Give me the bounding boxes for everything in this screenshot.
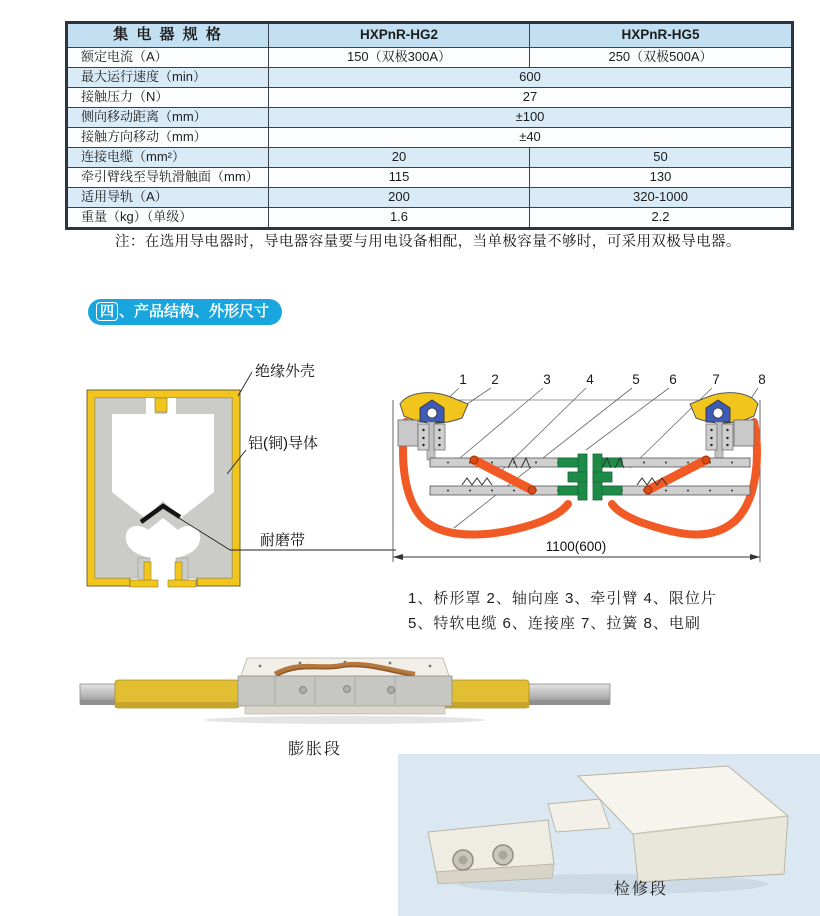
row-label: 牵引臂线至导轨滑触面（mm）	[67, 168, 269, 188]
side-tab-left	[398, 420, 418, 446]
row-label: 重量（kg）（单级）	[67, 208, 269, 229]
table-row	[67, 188, 793, 208]
dim-arrow-right	[750, 554, 760, 560]
table-row	[67, 68, 793, 88]
svg-text:4: 4	[586, 372, 594, 387]
selection-note: 注：在选用导电器时，导电器容量要与用电设备相配，当单极容量不够时，可采用双极导电器。	[115, 234, 741, 250]
expansion-caption: 膨胀段	[287, 741, 342, 758]
label-shell: 绝缘外壳	[255, 363, 316, 380]
connector-seat	[558, 454, 622, 500]
svg-text:8: 8	[758, 372, 766, 387]
dim-arrow-left	[393, 554, 403, 560]
sleeve-shade	[115, 702, 239, 708]
svg-text:7: 7	[712, 372, 720, 387]
row-value-hg2: 200	[269, 188, 530, 208]
table-row	[67, 88, 793, 108]
row-label: 连接电缆（mm²）	[67, 148, 269, 168]
section-header	[88, 299, 282, 325]
table-row	[67, 108, 793, 128]
spec-table-header-row	[67, 23, 793, 48]
row-value-hg5: 2.2	[530, 208, 793, 229]
row-value-hg5: 250（双极500A）	[530, 48, 793, 68]
svg-text:6: 6	[669, 372, 677, 387]
callout-numbers	[459, 372, 766, 387]
section-number: 四	[96, 302, 118, 321]
axial-seat-pin	[427, 408, 437, 418]
row-label: 接触方向移动（mm）	[67, 128, 269, 148]
rail-cross-section-figure	[80, 352, 400, 602]
table-row	[67, 208, 793, 229]
leg-foot	[130, 580, 158, 587]
dimension-label: 1100(600)	[545, 539, 607, 554]
row-label: 接触压力（N）	[67, 88, 269, 108]
leg-foot	[168, 580, 196, 587]
table-row	[67, 48, 793, 68]
collector-parts-figure	[390, 358, 790, 570]
row-value-hg2: 1.6	[269, 208, 530, 229]
expansion-section-photo	[75, 652, 615, 738]
row-value-hg2: 150（双极300A）	[269, 48, 530, 68]
row-value: ±40	[269, 128, 793, 148]
inspection-photo-art	[398, 754, 820, 916]
row-value-hg5: 320-1000	[530, 188, 793, 208]
spec-table	[65, 21, 794, 230]
legend-line-1: 1、桥形罩 2、轴向座 3、牵引臂 4、限位片	[408, 590, 717, 607]
svg-text:5: 5	[632, 372, 640, 387]
leader-line	[238, 372, 252, 396]
top-slot	[167, 398, 176, 414]
parts-legend	[408, 586, 798, 636]
row-label: 额定电流（A）	[67, 48, 269, 68]
row-label: 适用导轨（A）	[67, 188, 269, 208]
row-label: 最大运行速度（min）	[67, 68, 269, 88]
svg-text:1: 1	[459, 372, 467, 387]
row-value-hg5: 130	[530, 168, 793, 188]
row-value: 27	[269, 88, 793, 108]
table-row	[67, 148, 793, 168]
terminal-arm	[428, 820, 554, 872]
inspection-section-photo	[398, 754, 820, 916]
svg-text:2: 2	[491, 372, 499, 387]
section-title: 、产品结构、外形尺寸	[119, 303, 270, 320]
side-tab-right	[734, 420, 754, 446]
spec-col-hg5: HXPnR-HG5	[530, 23, 793, 48]
spec-table-title: 集 电 器 规 格	[67, 23, 269, 48]
row-value-hg2: 115	[269, 168, 530, 188]
top-tab	[155, 398, 167, 412]
label-wear-strip: 耐磨带	[260, 532, 306, 549]
inspection-caption: 检修段	[614, 881, 669, 898]
spec-col-hg2: HXPnR-HG2	[269, 23, 530, 48]
step-block	[548, 799, 610, 832]
top-slot	[146, 398, 155, 414]
table-row	[67, 128, 793, 148]
table-row	[67, 168, 793, 188]
row-value-hg5: 50	[530, 148, 793, 168]
row-value: ±100	[269, 108, 793, 128]
row-value-hg2: 20	[269, 148, 530, 168]
axial-seat-pin	[713, 408, 723, 418]
legend-line-2: 5、特软电缆 6、连接座 7、拉簧 8、电刷	[408, 615, 701, 632]
row-value: 600	[269, 68, 793, 88]
row-label: 侧向移动距离（mm）	[67, 108, 269, 128]
photo-shadow	[205, 716, 485, 724]
label-conductor: 铝(铜)导体	[248, 435, 318, 452]
lower-tray	[245, 706, 445, 714]
svg-text:3: 3	[543, 372, 551, 387]
